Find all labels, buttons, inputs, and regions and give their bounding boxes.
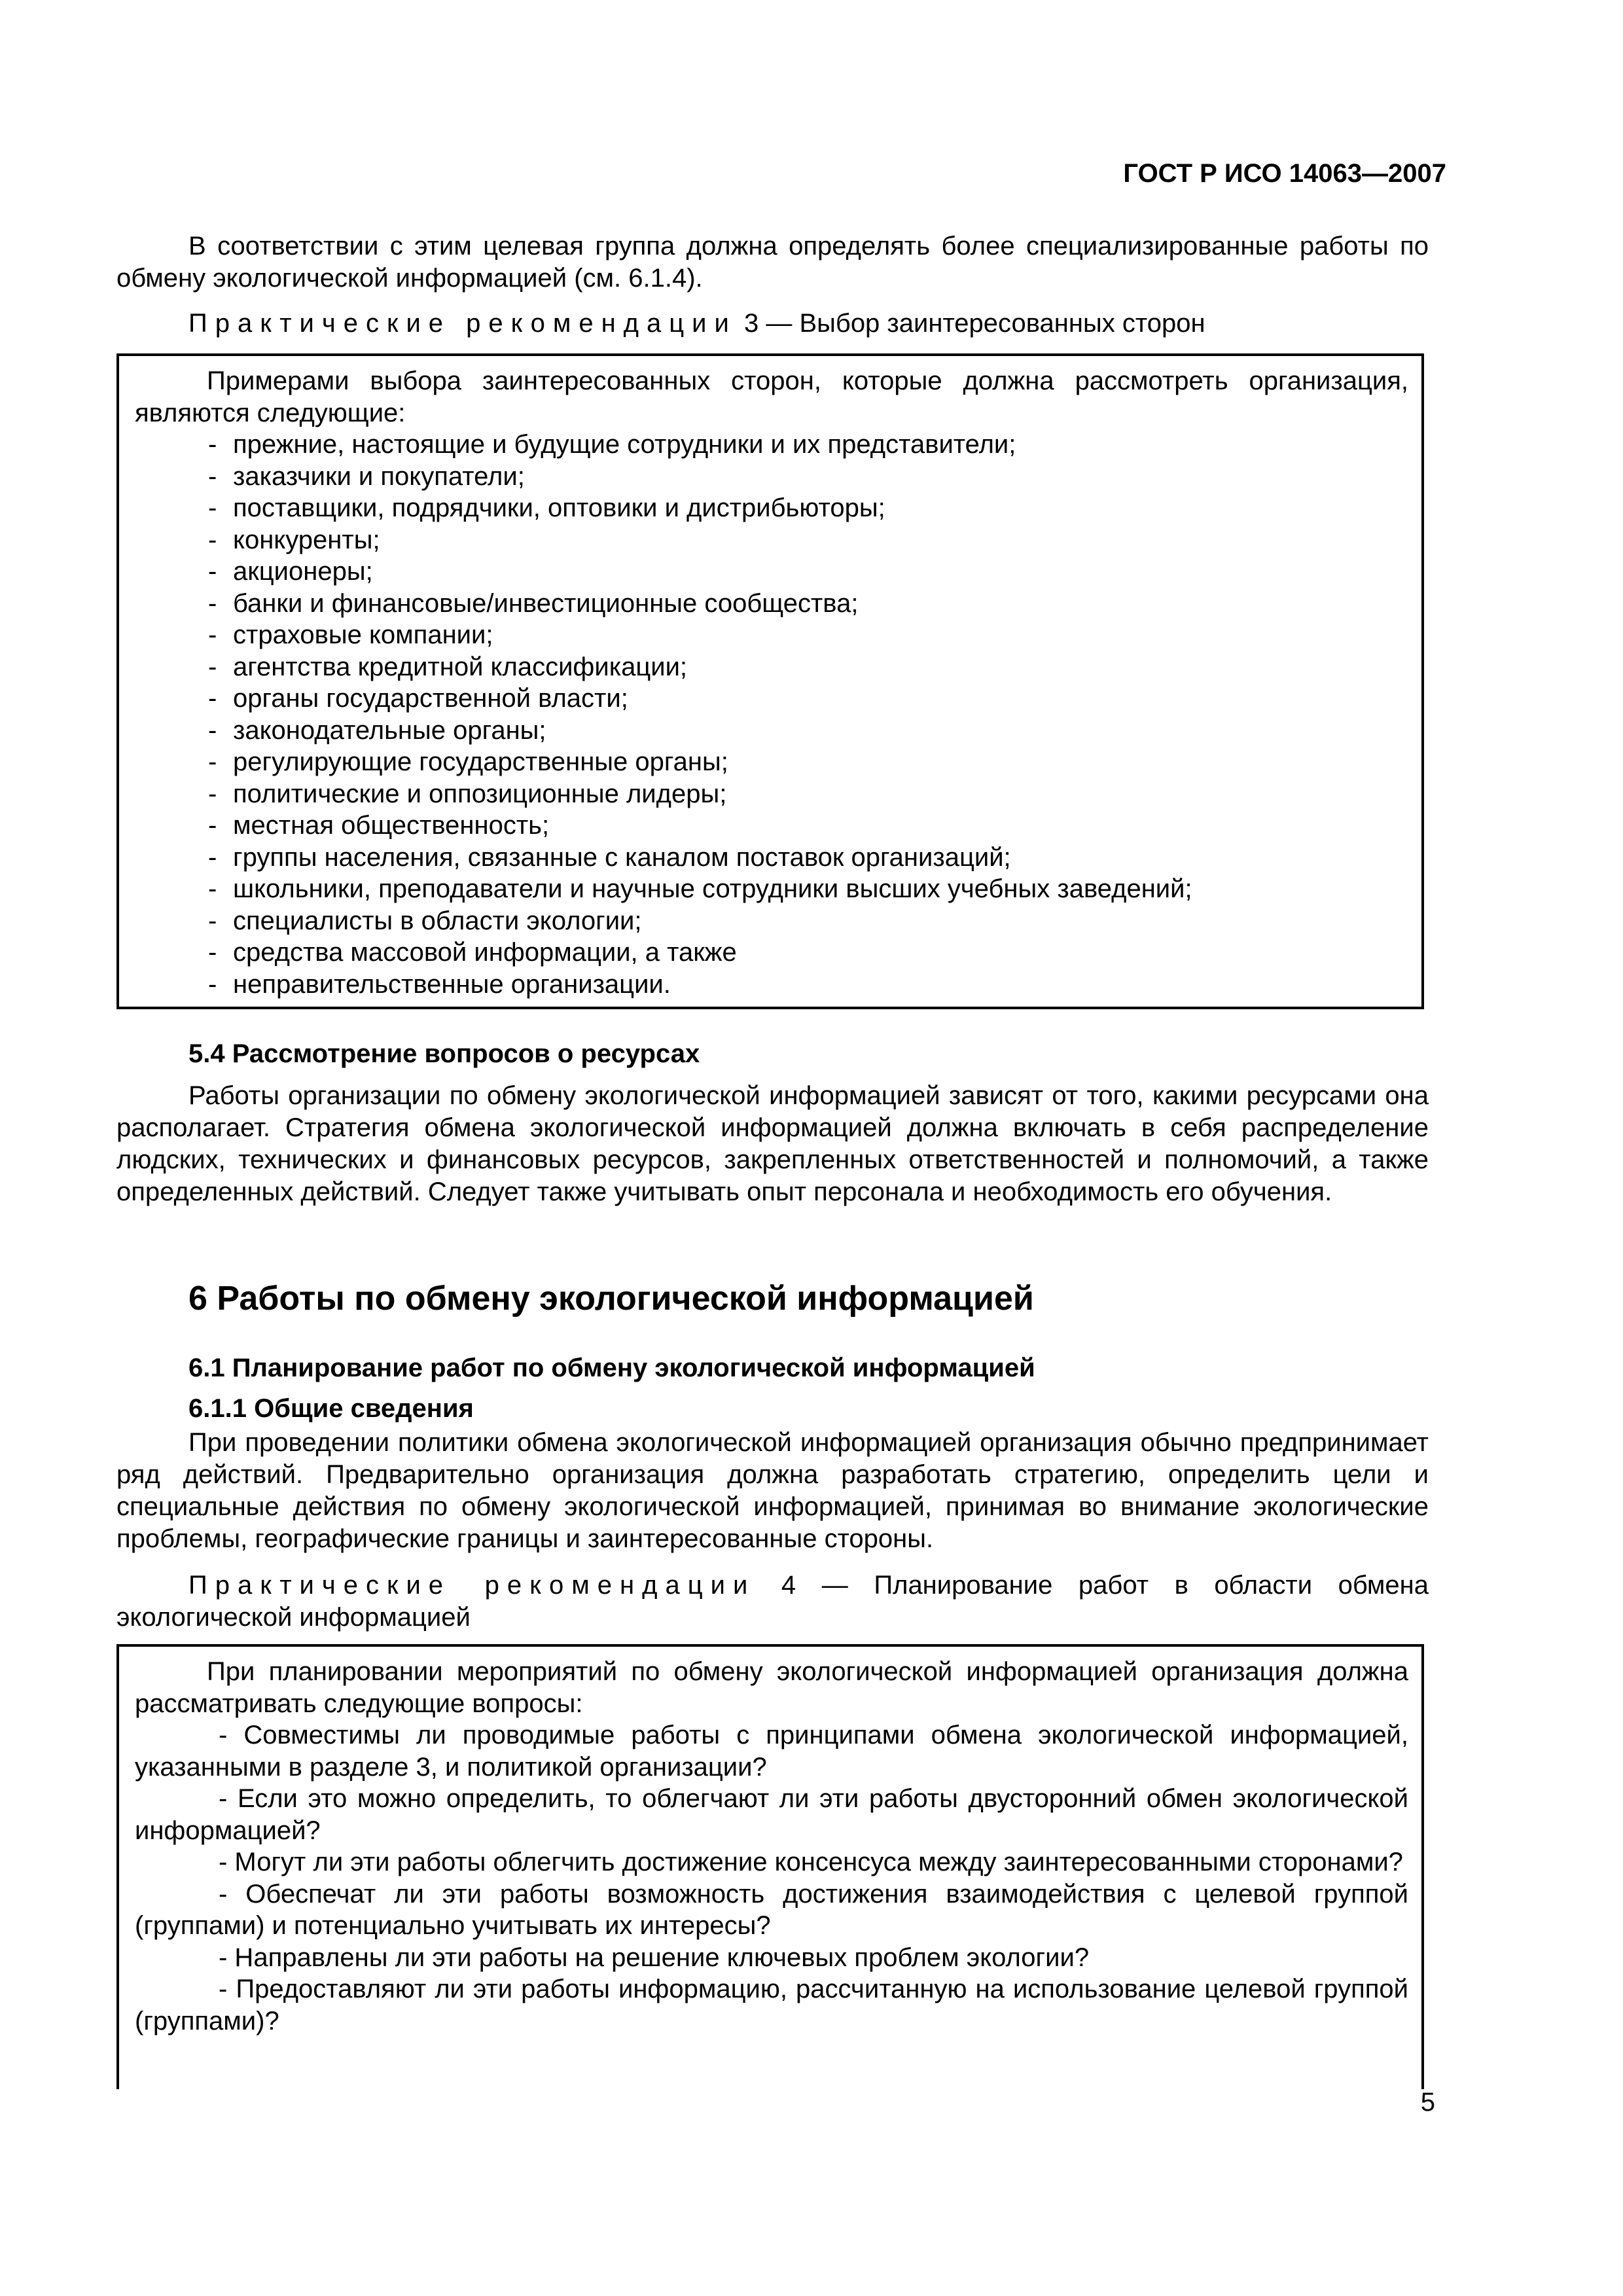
stakeholder-item [135,778,1408,810]
section-6-1-1-text: При проведении политики обмена экологической информацией организация обычно предпринимает ряд действий. Предварительно организация должна разработать стратегию, определить цели и специальные действия по обмену экологической информацией, принимая во внимание экологические проблемы, географические границы и заинтересованные стороны. [116,1428,1429,1553]
planning-question: - Совместимы ли проводимые работы с принципами обмена экологической информацией, указанными в разделе 3, и политикой организации? [135,1721,1408,1782]
planning-question: - Направлены ли эти работы на решение ключевых проблем экологии? [219,1943,1090,1972]
bullet-dash: - [208,969,217,999]
recommendation-number: 4 [781,1571,796,1600]
stakeholder-text: акционеры; [233,557,373,586]
stakeholder-text: конкуренты; [233,525,380,554]
stakeholder-item [135,461,1408,493]
bullet-dash: - [208,779,217,808]
section-5-4-heading: 5.4 Рассмотрение вопросов о ресурсах [188,1039,700,1068]
bullet-dash: - [208,525,217,554]
stakeholder-text: политические и оппозиционные лидеры; [233,779,727,808]
bullet-dash: - [208,620,217,649]
planning-questions-box [116,1644,1424,2089]
stakeholder-text: страховые компании; [233,620,493,649]
recommendation-label: Практические рекомендации [188,309,737,338]
stakeholder-text: специалисты в области экологии; [233,906,642,935]
recommendation-number: 3 [743,309,759,338]
stakeholder-text: агентства кредитной классификации; [233,652,688,681]
stakeholder-text: средства массовой информации, а также [233,938,737,967]
stakeholder-item [135,619,1408,651]
bullet-dash: - [208,461,217,491]
stakeholder-item [135,492,1408,524]
stakeholder-item [135,588,1408,620]
stakeholder-item [135,556,1408,588]
stakeholder-item [135,429,1408,461]
stakeholder-text: неправительственные организации. [233,969,671,999]
stakeholder-item [135,683,1408,715]
stakeholder-text: органы государственной власти; [233,684,628,713]
bullet-dash: - [208,938,217,967]
stakeholder-text: заказчики и покупатели; [233,461,525,491]
planning-question: - Могут ли эти работы облегчить достижение консенсуса между заинтересованными сторонами? [219,1848,1403,1876]
recommendation-title: — Планирование работ в области обмена экологической информацией [116,1571,1429,1632]
page-number: 5 [1420,2088,1435,2117]
bullet-dash: - [208,811,217,840]
planning-questions-list [135,1719,1408,2037]
stakeholder-text: школьники, преподаватели и научные сотрудники высших учебных заведений; [233,874,1192,903]
recommendation-title: — Выбор заинтересованных сторон [766,309,1205,338]
section-6-1-1-heading: 6.1.1 Общие сведения [188,1394,474,1423]
stakeholders-box [116,353,1424,1009]
bullet-dash: - [208,747,217,776]
stakeholder-text: поставщики, подрядчики, оптовики и дистрибьюторы; [233,493,885,522]
stakeholder-text: группы населения, связанные с каналом поставок организаций; [233,842,1011,872]
stakeholders-list [135,429,1408,1000]
bullet-dash: - [208,842,217,872]
planning-intro: При планировании мероприятий по обмену экологической информацией организация должна рассматривать следующие вопросы: [135,1657,1408,1718]
bullet-dash: - [208,588,217,618]
stakeholder-item [135,810,1408,842]
stakeholder-text: местная общественность; [233,811,550,840]
bullet-dash: - [208,715,217,745]
stakeholder-item [135,842,1408,874]
recommendation-label: Практические рекомендации [188,1571,756,1600]
bullet-dash: - [208,874,217,903]
stakeholder-text: банки и финансовые/инвестиционные сообщества; [233,588,859,618]
stakeholder-item [135,937,1408,969]
stakeholder-text: прежние, настоящие и будущие сотрудники и их представители; [233,430,1016,459]
bullet-dash: - [208,493,217,522]
stakeholder-item [135,969,1408,1001]
section-5-4-text: Работы организации по обмену экологической информацией зависят от того, какими ресурсами она располагает. Стратегия обмена экологической информацией должна включать в себя распределение людских, технических и финансовых ресурсов, закрепленных ответственностей и полномочий, а также определенных действий. Следует также учитывать опыт персонала и необходимость его обучения. [116,1081,1429,1206]
bullet-dash: - [208,557,217,586]
standard-header: ГОСТ Р ИСО 14063—2007 [1123,159,1446,188]
bullet-dash: - [208,652,217,681]
stakeholder-text: регулирующие государственные органы; [233,747,728,776]
stakeholder-item [135,715,1408,747]
section-6-1-heading: 6.1 Планирование работ по обмену экологической информацией [188,1354,1035,1382]
recommendation-4-caption [116,1570,1429,1634]
bullet-dash: - [208,684,217,713]
recommendation-3-caption [116,308,1429,340]
bullet-dash: - [208,430,217,459]
bullet-dash: - [208,906,217,935]
planning-question: - Если это можно определить, то облегчают ли эти работы двусторонний обмен экологической информацией? [135,1784,1408,1845]
stakeholder-item [135,524,1408,556]
planning-question: - Обеспечат ли эти работы возможность достижения взаимодействия с целевой группой (группами) и потенциально учитывать их интересы? [135,1879,1408,1940]
section-6-heading: 6 Работы по обмену экологической информацией [188,1280,1034,1318]
stakeholder-item [135,746,1408,778]
planning-question: - Предоставляют ли эти работы информацию, рассчитанную на использование целевой группой (группами)? [135,1975,1408,2036]
stakeholder-item [135,905,1408,937]
stakeholder-text: законодательные органы; [233,715,546,745]
stakeholder-item [135,873,1408,905]
stakeholders-intro: Примерами выбора заинтересованных сторон, которые должна рассмотреть организация, являются следующие: [135,367,1408,427]
stakeholder-item [135,651,1408,683]
intro-paragraph: В соответствии с этим целевая группа должна определять более специализированные работы по обмену экологической информацией (см. 6.1.4). [116,232,1429,293]
